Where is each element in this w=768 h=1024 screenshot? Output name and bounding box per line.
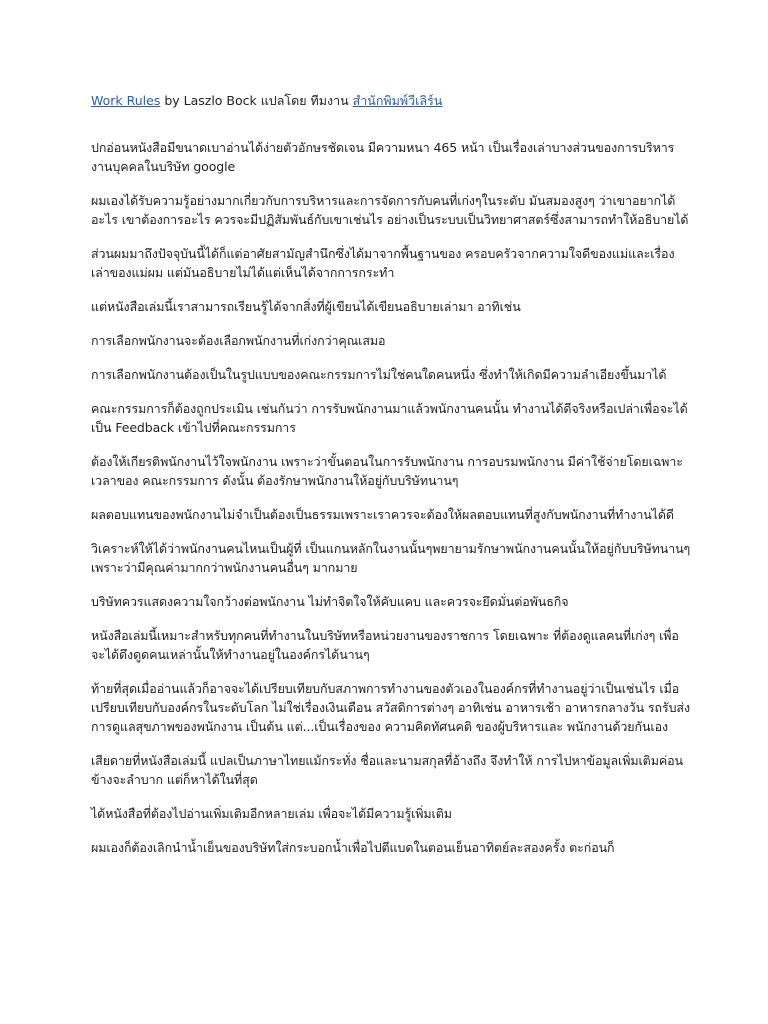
paragraph: ผมเองได้รับความรู้อย่างมากเกี่ยวกับการบริหารและการจัดการกับคนที่เก่งๆในระดับ มันสมองสูงๆ ว่าเขาอยากได้อะไร เขาต้องการอะไร ควรจะมีปฏิสัมพันธ์กับเขาเช่นไร อย่างเป็นระบบเป็นวิทยาศาสตร์ซึ่งสามารถทำให้อธิบายได้ [91, 193, 689, 227]
paragraph: แต่หนังสือเล่มนี้เราสามารถเรียนรู้ได้จากสิ่งที่ผู้เขียนได้เขียนอธิบายเล่ามา อาทิเช่น [91, 299, 521, 314]
paragraph: ต้องให้เกียรติพนักงานไว้ใจพนักงาน เพราะว่าขั้นตอนในการรับพนักงาน การอบรมพนักงาน มีค่าใช้จ่ายโดยเฉพาะเวลาของ คณะกรรมการ ดังนั้น ต้องรักษาพนักงานให้อยู่กับบริษัทนานๆ [91, 454, 683, 488]
paragraph: ปกอ่อนหนังสือมีขนาดเบาอ่านได้ง่ายตัวอักษรชัดเจน มีความหนา 465 หน้า เป็นเรื่องเล่าบางส่วนของการบริหารงานบุคคลในบริษัท google [91, 140, 675, 174]
paragraph: ผมเองก็ต้องเลิกนำน้ำเย็นของบริษัทใส่กระบอกน้ำเพื่อไปตีแบดในตอนเย็นอาทิตย์ละสองครั้ง ตะก่อนก็ [91, 840, 615, 855]
paragraph: บริษัทควรแสดงความใจกว้างต่อพนักงาน ไม่ทำจิตใจให้คับแคบ และควรจะยึดมั่นต่อพันธกิจ [91, 594, 569, 609]
paragraph: วิเคราะห์ให้ได้ว่าพนักงานคนไหนเป็นผู้ที่ เป็นแกนหลักในงานนั้นๆพยายามรักษาพนักงานคนนั้นให้อยู่กับบริษัทนานๆ เพราะว่ามีคุณค่ามากกว่าพนักงานคนอื่นๆ มากมาย [91, 541, 691, 575]
paragraph: ส่วนผมมาถึงปัจจุบันนี้ได้ก็แต่อาศัยสามัญสำนึกซึ่งได้มาจากพื้นฐานของ ครอบครัวจากความใจดีของแม่และเรื่องเล่าของแม่ผม แต่มันอธิบายไม่ได้แต่เห็นได้จากการกระทำ [91, 246, 675, 280]
publisher-link[interactable]: สำนักพิมพ์วีเลิร์น [352, 93, 443, 108]
document-body [91, 92, 691, 872]
paragraph: การเลือกพนักงานต้องเป็นในรูปแบบของคณะกรรมการไม่ใช่คนใดคนหนึ่ง ซึ่งทำให้เกิดมีความลำเอียงขึ้นมาได้ [91, 367, 667, 382]
paragraph: ได้หนังสือที่ต้องไปอ่านเพิ่มเติมอีกหลายเล่ม เพื่อจะได้มีความรู้เพิ่มเติม [91, 806, 452, 821]
paragraph: ท้ายที่สุดเมื่ออ่านแล้วก็อาจจะได้เปรียบเทียบกับสภาพการทำงานของตัวเองในองค์กรที่ทำงานอยู่ว่าเป็นเช่นไร เมื่อเปรียบเทียบกับองค์กรในระดับโลก ไม่ใช่เรื่องเงินเดือน สวัสดิการต่างๆ อาทิเช่น อาหารเช้า อาหารกลางวัน รถรับส่ง การดูแลสุขภาพของพนักงาน เป็นต้น แต่...เป็นเรื่องของ ความคิดทัศนคติ ของผู้บริหารและ พนักงานด้วยกันเอง [91, 681, 690, 734]
paragraph: คณะกรรมการก็ต้องถูกประเมิน เช่นกันว่า การรับพนักงานมาแล้วพนักงานคนนั้น ทำงานได้ดีจริงหรือเปล่าเพื่อจะได้เป็น Feedback เข้าไปที่คณะกรรมการ [91, 401, 688, 435]
paragraph: การเลือกพนักงานจะต้องเลือกพนักงานที่เก่งกว่าคุณเสมอ [91, 333, 386, 348]
paragraph: หนังสือเล่มนี้เหมาะสำหรับทุกคนที่ทำงานในบริษัทหรือหน่วยงานของราชการ โดยเฉพาะ ที่ต้องดูแลคนที่เก่งๆ เพื่อจะได้ดึงดูดคนเหล่านั้นให้ทำงานอยู่ในองค์กรได้นานๆ [91, 628, 679, 662]
book-title-link[interactable]: Work Rules [91, 93, 161, 108]
title-line [91, 92, 691, 110]
paragraph: ผลตอบแทนของพนักงานไม่จำเป็นต้องเป็นธรรมเพราะเราควรจะต้องให้ผลตอบแทนที่สูงกับพนักงานที่ทำงานได้ดี [91, 507, 674, 522]
author-translator-text: by Laszlo Bock แปลโดย ทีมงาน [160, 93, 353, 108]
paragraph: เสียดายที่หนังสือเล่มนี้ แปลเป็นภาษาไทยแม้กระทั่ง ชื่อและนามสกุลที่อ้างถึง จึงทำให้ การไปหาข้อมูลเพิ่มเติมค่อนข้างจะลำบาก แต่ก็หาได้ในที่สุด [91, 753, 683, 787]
